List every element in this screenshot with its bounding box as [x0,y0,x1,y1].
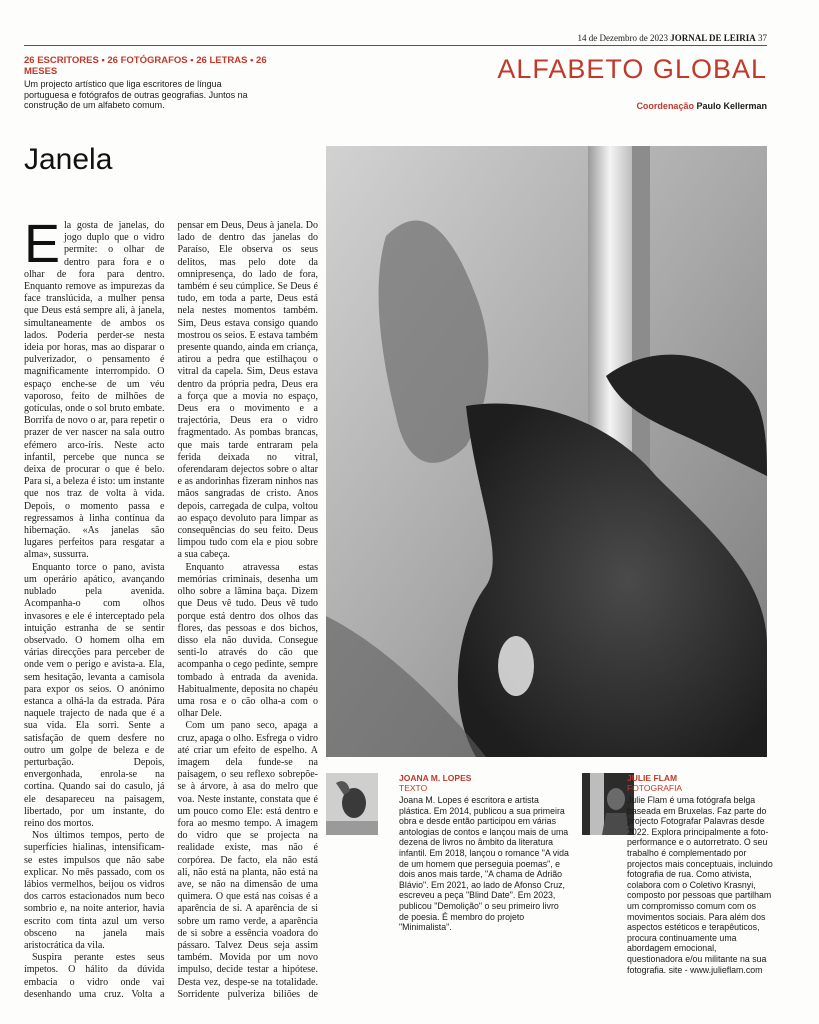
coordination-label: Coordenação [636,101,694,111]
writer-role: TEXTO [399,783,428,793]
article-body [24,214,319,1010]
coordination-line [636,101,767,111]
issue-date: 14 de Dezembro de 2023 [577,33,668,43]
paragraph-text: la gosta de janelas, do jogo duplo que o vidro permite: o olhar de dentro para fora e o olhar de fora para dentro. Enquanto remove as impurezas da face translúcida, a mulher pensa que Deus está sempre ali, à janela, simultaneamente de ambos os lados. Poderia perder-se nesta ideia por horas, mas ao disparar o pulverizador, o pensamento é magnificamente interrompido. O espaço enche-se de um véu vaporoso, feito de milhões de gotículas, onde o sol bruto embate. Borrifa de novo o ar, para repetir o prazer de ver nascer na sala outro efémero arco-íris. Neste acto infantil, percebe que nunca se deixa de procurar o que é belo. Para si, a beleza é isto: um instante que nos traz de volta à vida. Depois, o momento passa e regressamos à linha contínua da hibernação. «As janelas são lugares perfeitos para resgatar a alma», sussurra. [24,220,165,561]
paragraph: Enquanto atravessa estas memórias criminais, desenha um olho sobre a lâmina baça. Dizem que Deus vê tudo. Deus vê tudo porque está dentro dos olhos das flores, das pessoas e dos bichos, disso ela não duvida. Consegue senti-lo através do cão que acompanha o cego pedinte, sempre tombado à entrada da avenida. Habitualmente, deposita no chapéu uma rosa e o cão olha-a com o olhar Dele. [177,561,319,720]
photographer-site: site - www.julieflam.com [668,964,763,975]
writer-portrait-image [326,773,378,835]
writer-portrait [326,773,378,835]
paragraph: Nos últimos tempos, perto de superfícies hialinas, intensificam-se estes impulsos que não sabe explicar. No mês passado, com os lábios vermelhos, beijou os vidros dos carros estacionados num beco sombrio e, na noite anterior, havia escrito com tinta azul um verso obsceno na janela mais aristocrática da vila. [24,830,165,951]
folio [577,32,767,44]
writer-bio: Joana M. Lopes é escritora e artista plástica. Em 2014, publicou a sua primeira obra e desde então participou em várias antologias de contos e lançou mais de uma dezena de livros no âmbito da literatura infantil. Em 2018, lançou o romance "A vida de um homem que perseguia poemas", e dois anos mais tarde, "A chama de Adrião Blávio". Em 2021, ao lado de Afonso Cruz, escreveu a peça "Blind Date". Em 2023, publicou "Demolição" o seu primeiro livro de poesia. É membro do projeto "Minimalista". [399,795,569,933]
photographer-role: FOTOGRAFIA [627,783,683,793]
paragraph: Suspira perante estes seus ímpetos. O hálito da dúvida embacia o vidro onde vai desenhando uma cruz. Volta a pensar em Deus, Deus à janela. Do lado de dentro das janelas do Paraíso, Ele observa os seus delitos, mas pelo dote da omnipresença, do lado de fora, também é seu cúmplice. Se Deus é tudo, em toda a parte, Deus está nela nestes momentos também. Sim, Deus estava consigo quando mostrou os seios. E estava também presente quando, ainda em criança, atirou a pedra que estilhaçou o vitral da capela. Sim, Deus estava dentro da própria pedra, Deus era a força que a movia no espaço, Deus era o movimento e a trajectória, Deus era o vidro fragmentado. As pombas brancas, que mais tarde entraram pela ferida deixada no vitral, oferendaram dejectos sobre o altar e as andorinhas fizeram ninhos nas mãos sangradas de cristo. Anos depois, carregada de culpa, voltou ao espaço devoluto para limpar as consequências do seu feito. Deus limpou tudo com ela e piou sobre a sua cabeça. [24,220,318,1000]
page-header [24,32,767,46]
series-intro: Um projecto artístico que liga escritores de língua portuguesa e fotógrafos de outras geografias. Juntos na construção de um alfabeto comum. [24,79,248,110]
paragraph: Enquanto torce o pano, avista um operário apático, avançando nublado pela avenida. Acompanha-o com olhos invasores e ele é interceptado pela intuição estranha de se sentir observado. O homem olha em várias direcções para perceber de onde vem o perigo e avista-a. Ela, sem hesitação, levanta a camisola para expor os seios. O anónimo estanca a olhá-la da estrada. Pára naquele trajecto de nada que é a sua vida. Ela sorri. Sente a satisfação de quem desfere no outro um golpe de beleza e de perturbação. Depois, envergonhada, enrola-se na cortina. Quando sai do casulo, já ele desapareceu na paisagem, libertado, por um instante, do reino dos mortos. [24,561,165,829]
paragraph [24,214,165,562]
photographer-bio-block [627,795,773,975]
paragraph: Com um pano seco, apaga a cruz, apaga o olho. Esfrega o vidro até criar um efeito de espelho. A imagem dela funde-se na paisagem, o seu reflexo sobrepõe-se à árvore, à asa do melro que voa. Neste instante, constata que é um pouco como Ele: está dentro e fora ao mesmo tempo. A imagem do vidro que se projecta na realidade existe, mas não é corpórea. De facto, ela não está ali, não está na planta, não está na ave, se não na dimensão de uma quimera. O que está nas coisas é a aparência de si. A aparência de si sobre um ramo verde, a aparência de si sobre a essência voadora do pássaro. Talvez Deus seja assim também. Movida por um novo impulso, decide testar a hipótese. Desta vez, despe-se na totalidade. Sorridente pulveriza biliões de [177,720,318,1000]
article-title: Janela [24,143,113,176]
photographer-name: JULIE FLAM [627,773,678,783]
page-number: 37 [758,33,767,43]
main-photograph [326,146,767,757]
newspaper-name: JORNAL DE LEIRIA [670,33,756,43]
drop-cap: E [24,214,61,274]
photo-artwork [326,146,767,757]
coordinator-name: Paulo Kellerman [696,101,767,111]
section-title: ALFABETO GLOBAL [497,54,767,84]
photographer-bio: Julie Flam é uma fotógrafa belga baseada em Bruxelas. Faz parte do projecto Fotografar Palavras desde 2022. Explora principalmente a foto-performance e o autorretrato. O seu trabalho é complementado por projectos mais conceptuais, incluindo fotografia de rua. Como ativista, colabora com o Coletivo Krasnyi, composto por pessoas que partilham um compromisso comum com os movimentos sociais. Para além dos aspectos estéticos e terapêuticos, procura continuamente uma abordagem emocional, questionadora e/ou militante na sua fotografia. [627,795,773,975]
writer-name: JOANA M. LOPES [399,773,472,783]
series-kicker: 26 ESCRITORES • 26 FOTÓGRAFOS • 26 LETRAS • 26 MESES [24,55,267,77]
header-rule [24,45,767,46]
